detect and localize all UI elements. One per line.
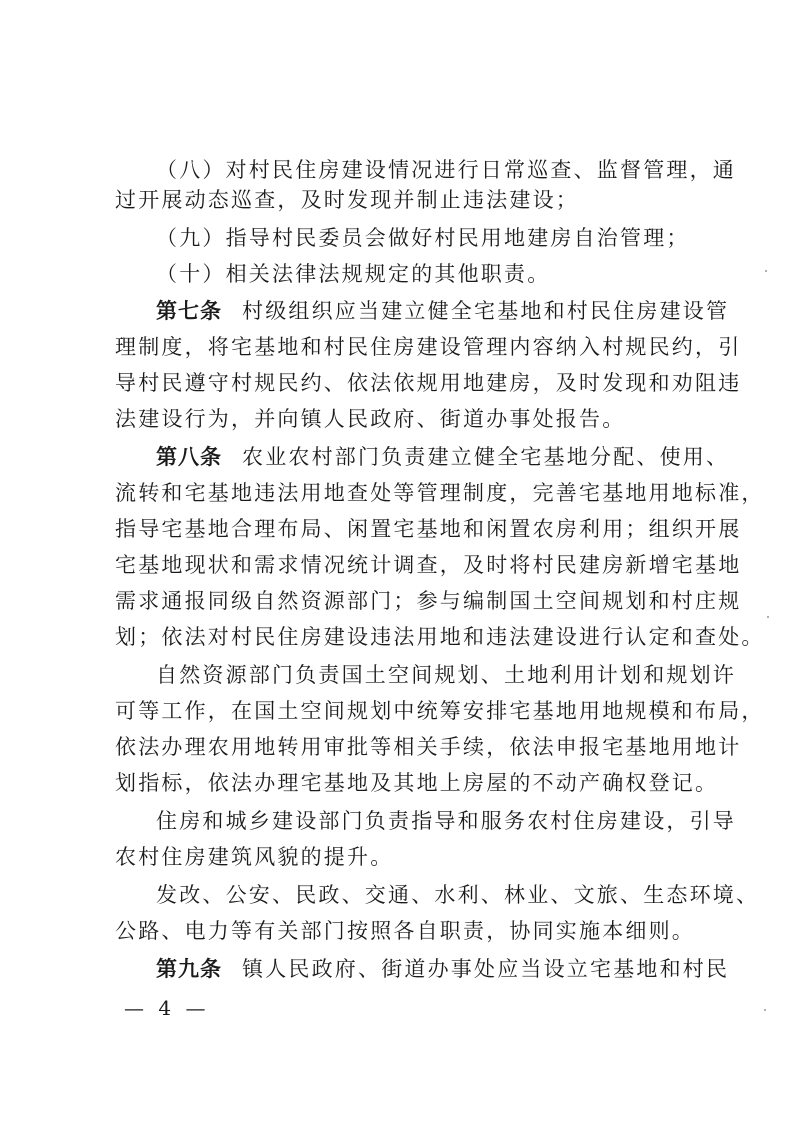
article-7-text: 村级组织应当建立健全宅基地和村民住房建设管: [242, 299, 730, 323]
paragraph-line: （九）指导村民委员会做好村民用地建房自治管理；: [156, 226, 690, 250]
paragraph-line: 法建设行为，并向镇人民政府、街道办事处报告。: [115, 407, 626, 431]
paragraph-line: 导村民遵守村规民约、依法依规用地建房，及时发现和劝阻违: [115, 371, 742, 395]
article-9-heading: 第九条: [156, 957, 222, 981]
paragraph-line: 需求通报同级自然资源部门；参与编制国土空间规划和村庄规: [115, 589, 742, 613]
paragraph-line: 住房和城乡建设部门负责指导和服务农村住房建设，引导: [156, 809, 736, 833]
article-7-heading: 第七条: [156, 299, 222, 323]
article-8-text: 农业农村部门负责建立健全宅基地分配、使用、: [242, 445, 730, 469]
paragraph-line: 过开展动态巡查，及时发现并制止违法建设；: [115, 188, 579, 212]
scan-speck: [764, 1009, 766, 1011]
scan-speck: [765, 270, 767, 272]
paragraph-line: 依法办理农用地转用审批等相关手续，依法申报宅基地用地计: [115, 735, 742, 759]
paragraph-line: 指导宅基地合理布局、闲置宅基地和闲置农房利用；组织开展: [115, 517, 742, 541]
paragraph-line: 流转和宅基地违法用地查处等管理制度，完善宅基地用地标准，: [115, 481, 765, 505]
paragraph-line: 公路、电力等有关部门按照各自职责，协同实施本细则。: [115, 919, 695, 943]
scan-speck: [767, 616, 769, 618]
paragraph-line: 发改、公安、民政、交通、水利、林业、文旅、生态环境、: [156, 883, 760, 907]
page-number: — 4 —: [124, 996, 210, 1020]
article-9-text: 镇人民政府、街道办事处应当设立宅基地和村民: [242, 957, 730, 981]
article-8-heading: 第八条: [156, 445, 222, 469]
paragraph-line: （八）对村民住房建设情况进行日常巡查、监督管理，通: [156, 158, 736, 182]
paragraph-line: 划；依法对村民住房建设违法用地和违法建设进行认定和查处。: [115, 625, 765, 649]
paragraph-line: 宅基地现状和需求情况统计调查，及时将村民建房新增宅基地: [115, 553, 742, 577]
article-8-first-line: [156, 440, 729, 474]
paragraph-line: 自然资源部门负责国土空间规划、土地利用计划和规划许: [156, 663, 736, 687]
article-7-first-line: [156, 294, 729, 328]
paragraph-line: 划指标，依法办理宅基地及其地上房屋的不动产确权登记。: [115, 771, 719, 795]
paragraph-line: （十）相关法律法规规定的其他职责。: [156, 262, 551, 286]
paragraph-line: 理制度，将宅基地和村民住房建设管理内容纳入村规民约，引: [115, 335, 742, 359]
paragraph-line: 可等工作，在国土空间规划中统筹安排宅基地用地规模和布局，: [115, 699, 765, 723]
paragraph-line: 农村住房建筑风貌的提升。: [115, 845, 394, 869]
article-9-first-line: [156, 952, 729, 986]
